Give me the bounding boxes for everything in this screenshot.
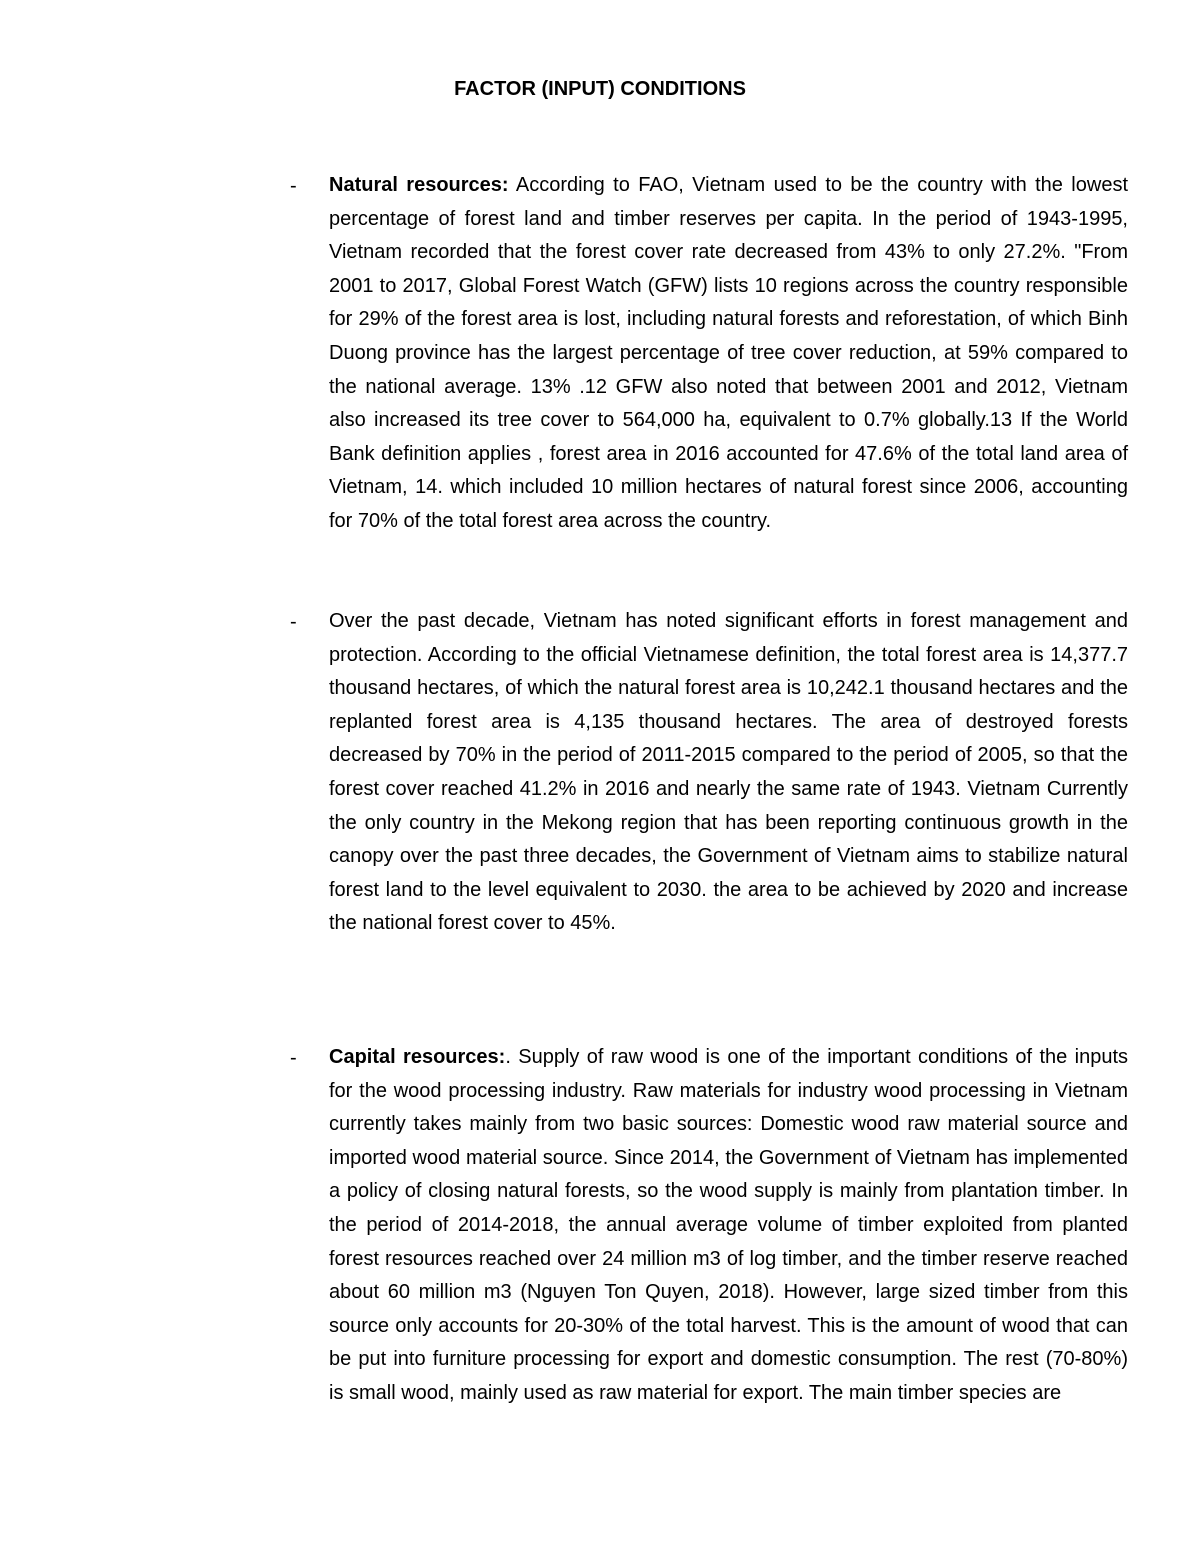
bullet-marker: -: [290, 1047, 297, 1069]
page-title: FACTOR (INPUT) CONDITIONS: [454, 78, 746, 100]
paragraph-body: . Supply of raw wood is one of the important conditions of the inputs for the wood processing industry. Raw materials for industry wood processing in Vietnam currently takes mainly from two basic sources: Domestic wood raw material source and imported wood material source. Since 2014, the Government of Vietnam has implemented a policy of closing natural forests, so the wood supply is mainly from plantation timber. In the period of 2014-2018, the annual average volume of timber exploited from planted forest resources reached over 24 million m3 of log timber, and the timber reserve reached about 60 million m3 (Nguyen Ton Quyen, 2018). However, large sized timber from this source only accounts for 20-30% of the total harvest. This is the amount of wood that can be put into furniture processing for export and domestic consumption. The rest (70-80%) is small wood, mainly used as raw material for export. The main timber species are: [329, 1046, 1128, 1404]
paragraph-lead: Capital resources:: [329, 1046, 506, 1068]
paragraph-capital-resources: [329, 1041, 1128, 1411]
paragraph-lead: Natural resources:: [329, 174, 509, 196]
paragraph-body: Over the past decade, Vietnam has noted significant efforts in forest management and protection. According to the official Vietnamese definition, the total forest area is 14,377.7 thousand hectares, of which the natural forest area is 10,242.1 thousand hectares and the replanted forest area is 4,135 thousand hectares. The area of destroyed forests decreased by 70% in the period of 2011-2015 compared to the period of 2005, so that the forest cover reached 41.2% in 2016 and nearly the same rate of 1943. Vietnam Currently the only country in the Mekong region that has been reporting continuous growth in the canopy over the past three decades, the Government of Vietnam aims to stabilize natural forest land to the level equivalent to 2030. the area to be achieved by 2020 and increase the national forest cover to 45%.: [329, 610, 1128, 935]
paragraph-forest-management: [329, 605, 1128, 941]
paragraph-natural-resources: [329, 169, 1128, 539]
paragraph-body: According to FAO, Vietnam used to be the country with the lowest percentage of forest land and timber reserves per capita. In the period of 1943-1995, Vietnam recorded that the forest cover rate decreased from 43% to only 27.2%. "From 2001 to 2017, Global Forest Watch (GFW) lists 10 regions across the country responsible for 29% of the forest area is lost, including natural forests and reforestation, of which Binh Duong province has the largest percentage of tree cover reduction, at 59% compared to the national average. 13% .12 GFW also noted that between 2001 and 2012, Vietnam also increased its tree cover to 564,000 ha, equivalent to 0.7% globally.13 If the World Bank definition applies , forest area in 2016 accounted for 47.6% of the total land area of Vietnam, 14. which included 10 million hectares of natural forest since 2006, accounting for 70% of the total forest area across the country.: [329, 174, 1128, 532]
bullet-marker: -: [290, 175, 297, 197]
bullet-marker: -: [290, 611, 297, 633]
